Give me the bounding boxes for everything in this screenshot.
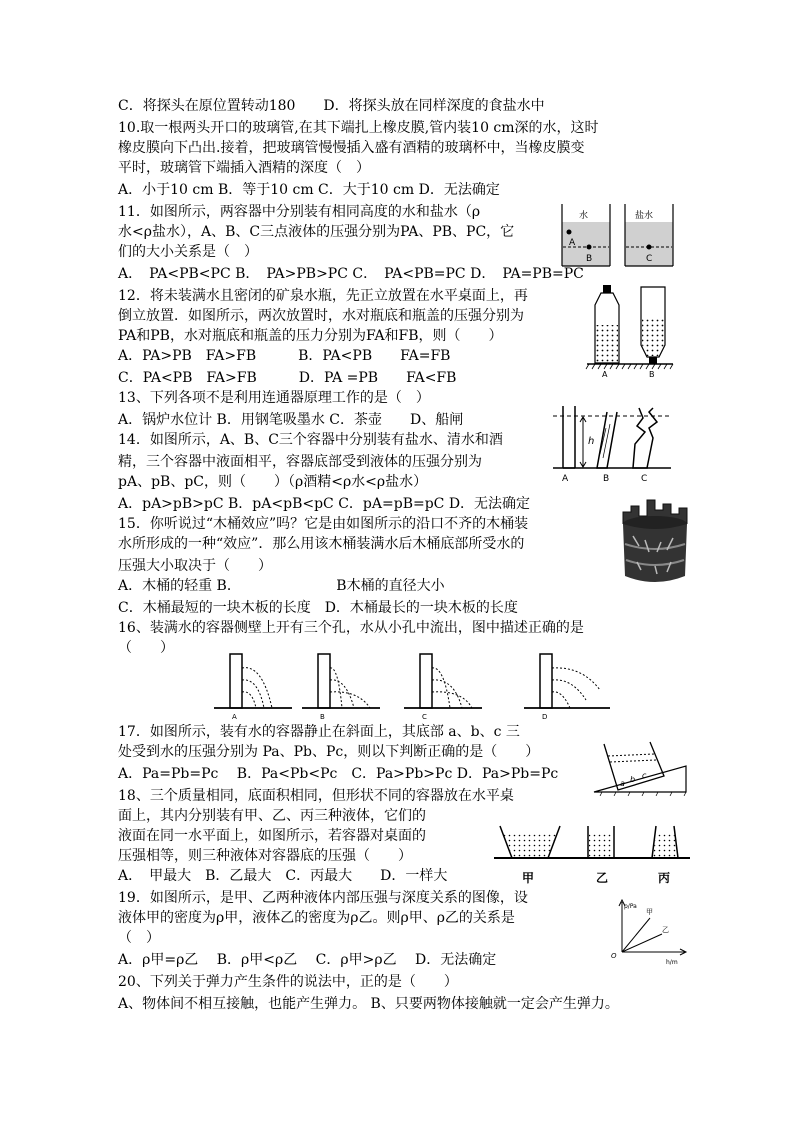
text-line: 20、下列关于弹力产生条件的说法中，正的是（ ）: [118, 974, 458, 990]
text-line: 橡皮膜向下凸出.接着，把玻璃管慢慢插入盛有酒精的玻璃杯中，当橡皮膜变: [118, 140, 585, 156]
point-c: [647, 245, 652, 250]
height-label: h: [588, 436, 595, 447]
text-line: A．木桶的轻重 B． B木桶的直径大小: [118, 578, 445, 594]
figure-19-pressure-depth-graph: [600, 896, 690, 968]
text-line: A、物体间不相互接触，也能产生弹力。 B、只要两物体接触就一定会产生弹力。: [118, 996, 619, 1012]
text-line: 14．如图所示，A、B、C三个容器中分别装有盐水、清水和酒: [118, 432, 503, 448]
text-line: A．锅炉水位计 B．用钢笔吸墨水 C．茶壶 D、船闸: [118, 412, 464, 428]
text-line: （ ）: [118, 930, 160, 946]
text-line: 倒立放置．如图所示，两次放置时，水对瓶底和瓶盖的压强分别为: [118, 308, 524, 324]
point-c-label: c: [642, 771, 647, 780]
text-line: 液体甲的密度为ρ甲，液体乙的密度为ρ乙。则ρ甲、ρ乙的关系是: [118, 910, 515, 926]
text-line: 13、下列各项不是利用连通器原理工作的是（ ）: [118, 390, 430, 406]
text-line: 水所形成的一种“效应”．那么用该木桶装满水后木桶底部所受水的: [118, 536, 525, 552]
container-yi-label: 乙: [596, 871, 609, 885]
line-yi-label: 乙: [662, 926, 669, 934]
text-line: 面上，其内分别装有甲、乙、丙三种液体，它们的: [118, 808, 426, 824]
text-line: 19．如图所示，是甲、乙两种液体内部压强与深度关系的图像，设: [118, 890, 528, 906]
text-line: A．PA>PB FA>FB B．PA<PB FA=FB: [118, 348, 451, 364]
text-line: 12．将未装满水且密闭的矿泉水瓶，先正立放置在水平桌面上，再: [118, 288, 528, 304]
option-d-container: [524, 654, 610, 721]
point-a-label: a: [620, 779, 625, 788]
container-b-label: B: [603, 474, 610, 484]
text-line: 15．你听说过“木桶效应”吗？它是由如图所示的沿口不齐的木桶装: [118, 516, 529, 532]
point-b-label: b: [630, 775, 636, 784]
text-line: pA、pB、pC，则（ ）（ρ酒精<ρ水<ρ盐水）: [118, 474, 428, 490]
text-line: A．小于10 cm B．等于10 cm C．大于10 cm D．无法确定: [118, 182, 500, 198]
text-line: 液面在同一水平面上，如图所示，若容器对桌面的: [118, 828, 426, 844]
text-line: 水<ρ盐水），A、B、C三点液体的压强分别为PA、PB、PC，它: [118, 224, 515, 240]
text-line: 平时，玻璃管下端插入酒精的深度（ ）: [118, 160, 370, 176]
line-jia-label: 甲: [646, 908, 653, 916]
figure-18-containers: [492, 818, 692, 888]
text-line: 压强大小取决于（ ）: [118, 558, 272, 574]
text-line: A． PA<PB<PC B． PA>PB>PC C． PA<PB=PC D． PA=PB=PC: [118, 266, 584, 282]
figure-16-water-jets: [210, 650, 615, 722]
text-line: 11．如图所示，两容器中分别装有相同高度的水和盐水（ρ: [118, 204, 481, 220]
container-jia-label: 甲: [522, 871, 535, 885]
text-line: C．将探头在原位置转动180 D．将探头放在同样深度的食盐水中: [118, 98, 545, 114]
text-line: A．ρ甲=ρ乙 B．ρ甲<ρ乙 C．ρ甲>ρ乙 D．无法确定: [118, 952, 497, 968]
text-line: PA和PB，水对瓶底和瓶盖的压力分别为FA和FB，则（ ）: [118, 328, 503, 344]
option-b-label: B: [320, 713, 325, 721]
text-line: A．pA>pB>pC B．pA<pB<pC C．pA=pB=pC D．无法确定: [118, 496, 531, 512]
text-line: 16、装满水的容器侧壁上开有三个孔，水从小孔中流出，图中描述正确的是: [118, 620, 584, 636]
salt-water-label: 盐水: [635, 211, 654, 221]
container-a-label: A: [562, 474, 569, 484]
x-axis-label: h/m: [666, 959, 678, 966]
text-line: 处受到水的压强分别为 Pa、Pb、Pc，则以下判断正确的是（ ）: [118, 744, 540, 760]
water-label: 水: [579, 211, 589, 221]
text-line: 10.取一根两头开口的玻璃管,在其下端扎上橡皮膜,管内装10 cm深的水，这时: [118, 120, 599, 136]
figure-17-incline: [592, 738, 690, 796]
option-a-container: [214, 654, 292, 721]
point-b-label: B: [586, 254, 593, 264]
text-line: 17．如图所示，装有水的容器静止在斜面上，其底部 a、b、c 三: [118, 724, 520, 740]
point-a: [567, 230, 572, 235]
container-bing-label: 丙: [658, 871, 671, 885]
text-line: （ ）: [118, 640, 174, 656]
text-line: 们的大小关系是（ ）: [118, 244, 258, 260]
text-line: A．Pa=Pb=Pc B．Pa<Pb<Pc C．Pa>Pb>Pc D．Pa>Pb=Pc: [118, 766, 559, 782]
option-d-label: D: [542, 713, 548, 721]
option-c-label: C: [422, 713, 427, 721]
text-line: 18、三个质量相同，底面积相同，但形状不同的容器放在水平桌: [118, 788, 514, 804]
container-c-label: C: [641, 474, 648, 484]
option-a-label: A: [232, 713, 237, 721]
line-yi: [622, 934, 662, 952]
origin-label: O: [611, 952, 617, 960]
bottle-a-label: A: [602, 370, 608, 378]
option-c-container: [404, 654, 482, 721]
option-b-container: [302, 654, 380, 721]
text-line: A． 甲最大 B．乙最大 C．丙最大 D．一样大: [118, 868, 448, 884]
point-a-label: A: [569, 238, 576, 248]
figure-12-bottles: [585, 283, 675, 378]
line-jia: [622, 918, 650, 952]
text-line: C．PA<PB FA>FB D．PA =PB FA<FB: [118, 370, 457, 386]
text-line: 压强相等，则三种液体对容器底的压强（ ）: [118, 848, 412, 864]
figure-15-wooden-bucket: [615, 496, 695, 588]
text-line: C．木桶最短的一块木板的长度 D．木桶最长的一块木板的长度: [118, 600, 518, 616]
y-axis-label: p/Pa: [624, 903, 637, 910]
figure-11-containers: [555, 200, 680, 270]
point-b: [587, 245, 592, 250]
point-c-label: C: [646, 254, 653, 264]
bottle-b-label: B: [649, 370, 655, 378]
text-line: 精，三个容器中液面相平，容器底部受到液体的压强分别为: [118, 454, 482, 470]
figure-14-containers: [553, 398, 673, 484]
